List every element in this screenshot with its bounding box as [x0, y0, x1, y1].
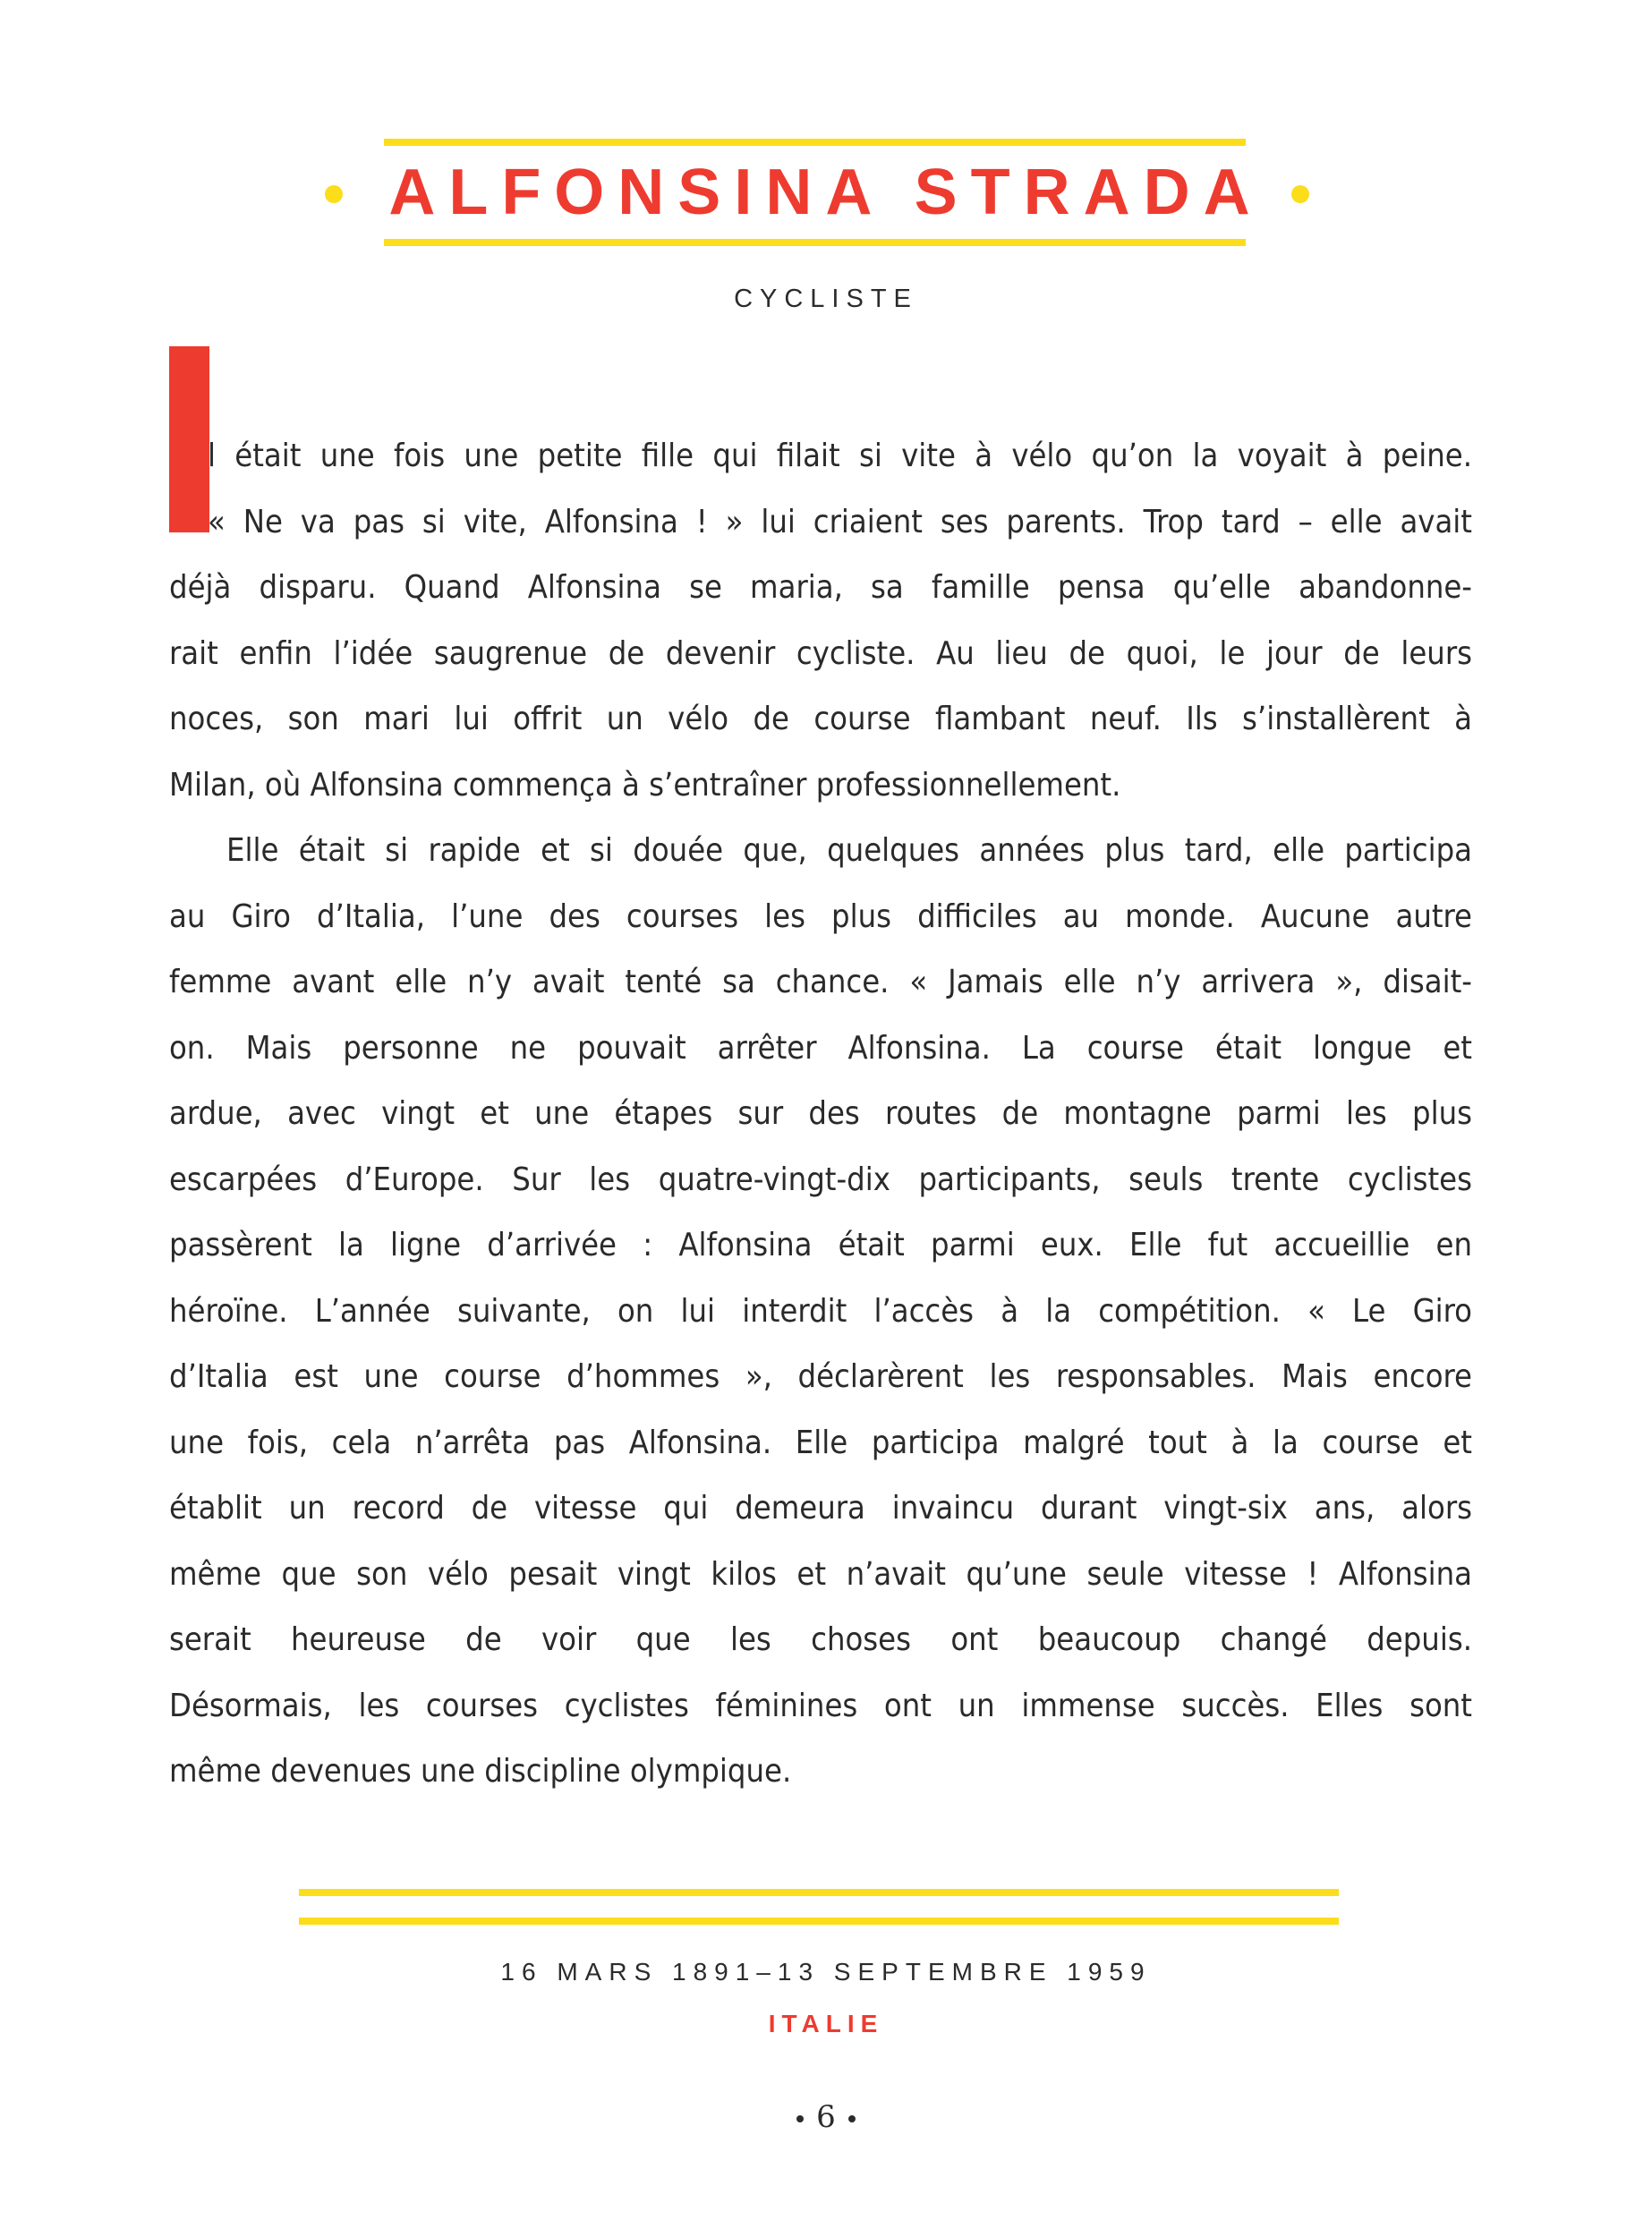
page-title: ALFONSINA STRADA [388, 157, 1264, 228]
body-line: ardue, avec vingt et une étapes sur des routes de montagne parmi les plus [169, 1095, 1472, 1132]
body-line: on. Mais personne ne pouvait arrêter Alfonsina. La course était longue et [169, 1029, 1472, 1067]
body-line: passèrent la ligne d’arrivée : Alfonsina était parmi eux. Elle fut accueillie en [169, 1227, 1472, 1263]
body-line: une fois, cela n’arrêta pas Alfonsina. Elle participa malgré tout à la course et [169, 1424, 1472, 1461]
body-line: héroïne. L’année suivante, on lui interdit l’accès à la compétition. « Le Giro [169, 1292, 1472, 1330]
header-left-dot-icon [325, 185, 343, 203]
body-line: escarpées d’Europe. Sur les quatre-vingt-dix participants, seuls trente cyclistes [169, 1161, 1472, 1198]
country-label: ITALIE [768, 2010, 884, 2037]
body-line: femme avant elle n’y avait tenté sa chance. « Jamais elle n’y arrivera », disait- [169, 964, 1472, 1000]
header-right-dot-icon [1291, 185, 1309, 203]
page-number-value: 6 [816, 2099, 836, 2135]
body-line: déjà disparu. Quand Alfonsina se maria, sa famille pensa qu’elle abandonne- [169, 569, 1472, 606]
body-line: Désormais, les courses cyclistes féminines ont un immense succès. Elles sont [169, 1687, 1472, 1724]
page-subtitle: CYCLISTE [734, 285, 918, 313]
body-line: d’Italia est une course d’hommes », déclarèrent les responsables. Mais encore [169, 1358, 1472, 1395]
body-line: rait enfin l’idée saugrenue de devenir cycliste. Au lieu de quoi, le jour de leurs [169, 634, 1472, 672]
bullet-icon [796, 2115, 804, 2122]
biography-text [169, 423, 1472, 1805]
body-line: Elle était si rapide et si douée que, quelques années plus tard, elle participa [226, 832, 1472, 869]
header-top-rule [384, 139, 1246, 146]
body-line: noces, son mari lui offrit un vélo de course flambant neuf. Ils s’installèrent à [169, 701, 1472, 737]
life-dates: 16 MARS 1891–13 SEPTEMBRE 1959 [500, 1958, 1152, 1986]
body-line: l était une fois une petite fille qui filait si vite à vélo qu’on la voyait à peine. [208, 438, 1472, 474]
body-line: Milan, où Alfonsina commença à s’entraîner professionnellement. [169, 766, 1121, 804]
body-line: même que son vélo pesait vingt kilos et n’avait qu’une seule vitesse ! Alfonsina [169, 1555, 1472, 1593]
bullet-icon [848, 2115, 856, 2122]
body-line: établit un record de vitesse qui demeura invaincu durant vingt-six ans, alors [169, 1490, 1472, 1527]
body-line: serait heureuse de voir que les choses ont beaucoup changé depuis. [169, 1621, 1472, 1658]
body-line: « Ne va pas si vite, Alfonsina ! » lui criaient ses parents. Trop tard – elle avait [208, 503, 1472, 540]
footer-bottom-rule [299, 1918, 1339, 1925]
body-line: au Giro d’Italia, l’une des courses les plus difficiles au monde. Aucune autre [169, 897, 1472, 935]
header-bottom-rule [384, 239, 1246, 246]
body-line: même devenues une discipline olympique. [169, 1753, 792, 1790]
footer-top-rule [299, 1889, 1339, 1896]
page-number [0, 2099, 1652, 2135]
